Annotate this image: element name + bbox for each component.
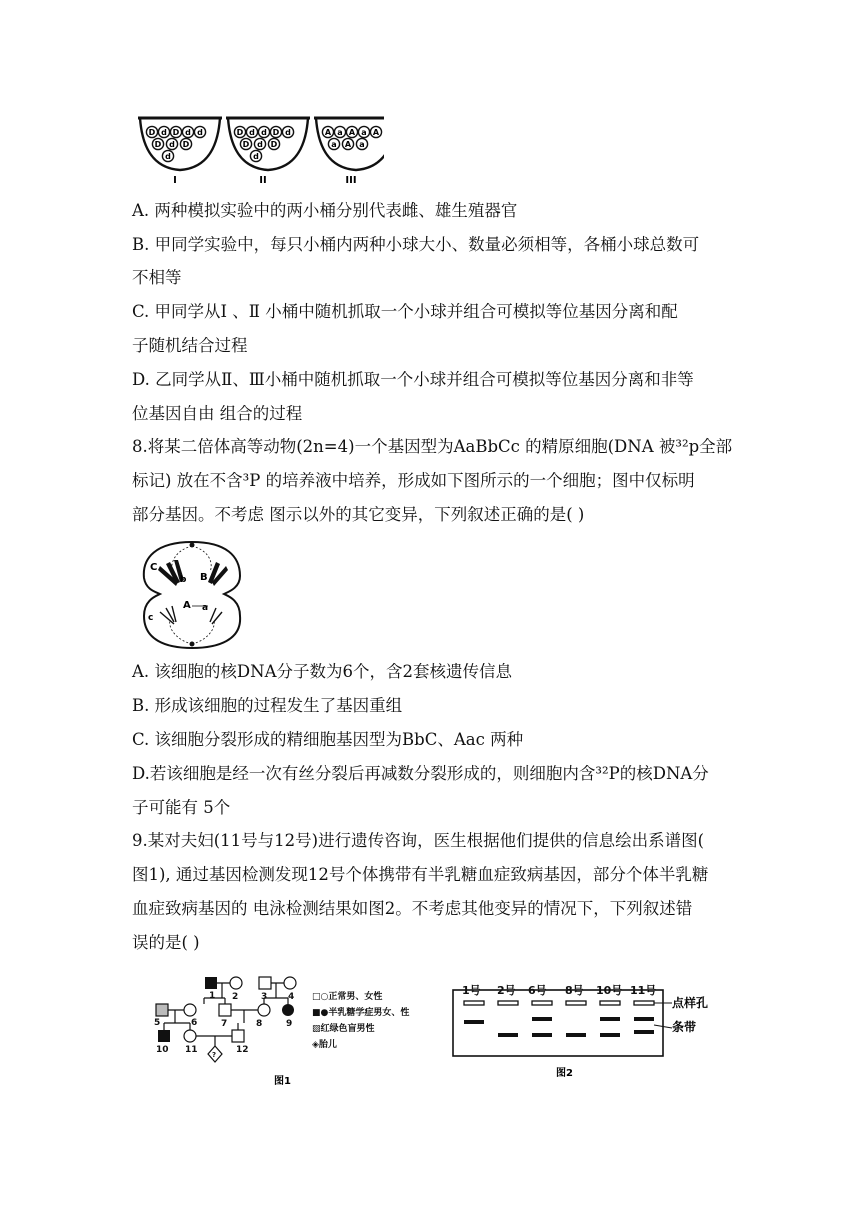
svg-text:11: 11 bbox=[185, 1045, 198, 1055]
q9-stem-line1: 9.某对夫妇(11号与12号)进行遗传咨询，医生根据他们提供的信息绘出系谱图( bbox=[132, 831, 705, 850]
chromosomes-bottom bbox=[160, 606, 222, 624]
bucket-ball-label: d bbox=[165, 152, 171, 162]
well-label: 点样孔 bbox=[672, 996, 709, 1010]
dividing-cell-figure bbox=[136, 536, 248, 652]
bucket-ball-label: D bbox=[242, 140, 250, 150]
bucket-label-2: II bbox=[259, 175, 267, 186]
lane-label-2: 2号 bbox=[497, 984, 516, 997]
legend-fetus: ◈胎儿 bbox=[312, 1040, 337, 1050]
svg-text:9: 9 bbox=[286, 1019, 293, 1029]
pedigree-individual-7 bbox=[219, 1004, 231, 1016]
q8-stem-line1: 8.将某二倍体高等动物(2n=4)一个基因型为AaBbCc 的精原细胞(DNA 被³²p全部 bbox=[132, 437, 733, 456]
bucket-ball-label: d bbox=[249, 128, 255, 138]
gene-label-A: A bbox=[183, 600, 191, 611]
svg-text:6: 6 bbox=[191, 1018, 198, 1028]
bucket-ball-label: d bbox=[161, 128, 167, 138]
svg-text:3: 3 bbox=[261, 992, 268, 1002]
bucket-ball-label: a bbox=[337, 128, 343, 138]
bucket-ball-label: D bbox=[270, 140, 278, 150]
pedigree-individual-2 bbox=[230, 977, 242, 989]
q7-option-a: A. 两种模拟实验中的两小桶分别代表雌、雄生殖器官 bbox=[132, 201, 518, 220]
bucket-ball-label: D bbox=[272, 128, 280, 138]
q8-stem-line2: 标记) 放在不含³P 的培养液中培养，形成如下图所示的一个细胞；图中仅标明 bbox=[132, 471, 695, 490]
pedigree-individual-4 bbox=[284, 977, 296, 989]
gene-label-B: B bbox=[200, 572, 208, 583]
gel-frame bbox=[453, 990, 663, 1056]
gene-label-C: C bbox=[150, 562, 158, 573]
pedigree-individual-11 bbox=[184, 1030, 196, 1042]
pedigree-individual-6 bbox=[184, 1004, 196, 1016]
bucket-ball-label: A bbox=[372, 128, 380, 138]
legend-galactosemia: ■●半乳糖学症男女、性 bbox=[312, 1008, 410, 1018]
q7-option-d-line1: D. 乙同学从Ⅱ、Ⅲ小桶中随机抓取一个小球并组合可模拟等位基因分离和非等 bbox=[132, 370, 694, 389]
bucket-ball-label: A bbox=[344, 140, 352, 150]
bucket-label-3: III bbox=[345, 175, 357, 186]
q7-option-b-line2: 不相等 bbox=[132, 268, 182, 287]
svg-text:12: 12 bbox=[236, 1045, 249, 1055]
bucket-ball-label: d bbox=[197, 128, 203, 138]
bucket-ball-label: d bbox=[185, 128, 191, 138]
q8-option-c: C. 该细胞分裂形成的精细胞基因型为BbC、Aac 两种 bbox=[132, 730, 524, 749]
q8-stem-line3: 部分基因。不考虑 图示以外的其它变异，下列叙述正确的是( ) bbox=[132, 505, 585, 524]
pedigree-figure bbox=[146, 968, 456, 1094]
bucket-label-1: I bbox=[173, 175, 177, 186]
figure2-caption: 图2 bbox=[556, 1068, 573, 1079]
bucket-ball-label: D bbox=[182, 140, 190, 150]
bucket-ball-label: a bbox=[359, 140, 365, 150]
legend-colorblind: ▨红绿色盲男性 bbox=[312, 1024, 375, 1034]
pedigree-individual-10 bbox=[158, 1030, 170, 1042]
svg-text:?: ? bbox=[212, 1051, 217, 1059]
svg-text:10: 10 bbox=[156, 1045, 169, 1055]
lane-label-10: 10号 bbox=[596, 984, 623, 997]
bucket-ball-label: D bbox=[236, 128, 244, 138]
pedigree-individual-9 bbox=[282, 1004, 294, 1016]
bucket-ball-label: D bbox=[172, 128, 180, 138]
q8-option-d-line2: 子可能有 5个 bbox=[132, 798, 231, 817]
gene-label-b: b bbox=[180, 575, 187, 585]
lane-label-8: 8号 bbox=[565, 984, 584, 997]
gene-label-a: a bbox=[202, 603, 209, 613]
pedigree-individual-5 bbox=[156, 1004, 168, 1016]
bucket-ball-label: d bbox=[257, 140, 263, 150]
svg-text:5: 5 bbox=[154, 1018, 161, 1028]
q9-stem-line2: 图1), 通过基因检测发现12号个体携带有半乳糖血症致病基因，部分个体半乳糖 bbox=[132, 865, 709, 884]
chromosomes-top bbox=[158, 560, 228, 586]
legend-normal: □○正常男、女性 bbox=[312, 992, 383, 1002]
svg-text:2: 2 bbox=[232, 992, 239, 1002]
gel-figure bbox=[450, 980, 736, 1080]
svg-text:7: 7 bbox=[221, 1019, 228, 1029]
q9-stem-line3: 血症致病基因的 电泳检测结果如图2。不考虑其他变异的情况下，下列叙述错 bbox=[132, 899, 693, 918]
gene-label-c: c bbox=[148, 613, 154, 623]
pedigree-individual-3 bbox=[259, 977, 271, 989]
bucket-ball-label: d bbox=[261, 128, 267, 138]
bucket-ball-label: D bbox=[154, 140, 162, 150]
svg-text:1: 1 bbox=[209, 991, 216, 1001]
centrosome-top bbox=[190, 543, 195, 548]
svg-text:8: 8 bbox=[256, 1019, 263, 1029]
bucket-ball-label: d bbox=[285, 128, 291, 138]
cell-membrane bbox=[144, 542, 240, 648]
bucket-ball-label: a bbox=[361, 128, 367, 138]
lane-label-1: 1号 bbox=[462, 984, 481, 997]
bucket-ball-label: d bbox=[169, 140, 175, 150]
bucket-ball-label: a bbox=[331, 140, 337, 150]
bucket-ball-label: D bbox=[148, 128, 156, 138]
figure1-caption: 图1 bbox=[274, 1076, 291, 1087]
svg-text:4: 4 bbox=[288, 992, 295, 1002]
q7-option-c-line1: C. 甲同学从Ⅰ 、Ⅱ 小桶中随机抓取一个小球并组合可模拟等位基因分离和配 bbox=[132, 302, 678, 321]
q8-option-d-line1: D.若该细胞是经一次有丝分裂后再减数分裂形成的，则细胞内含³²P的核DNA分 bbox=[132, 764, 709, 783]
bucket-ball-label: d bbox=[253, 152, 259, 162]
pedigree-individual-12 bbox=[232, 1030, 244, 1042]
lane-label-11: 11号 bbox=[630, 984, 657, 997]
q7-option-d-line2: 位基因自由 组合的过程 bbox=[132, 404, 303, 423]
q8-option-a: A. 该细胞的核DNA分子数为6个，含2套核遗传信息 bbox=[132, 662, 512, 681]
pedigree-individual-8 bbox=[258, 1004, 270, 1016]
bucket-ball-label: A bbox=[348, 128, 356, 138]
q7-option-c-line2: 子随机结合过程 bbox=[132, 336, 248, 355]
lane-label-6: 6号 bbox=[528, 984, 547, 997]
centrosome-bottom bbox=[190, 642, 195, 647]
q7-option-b-line1: B. 甲同学实验中，每只小桶内两种小球大小、数量必须相等，各桶小球总数可 bbox=[132, 235, 700, 254]
q8-option-b: B. 形成该细胞的过程发生了基因重组 bbox=[132, 696, 403, 715]
bucket-ball-label: A bbox=[324, 128, 332, 138]
pedigree-individual-1 bbox=[205, 977, 217, 989]
q9-stem-line4: 误的是( ) bbox=[132, 933, 200, 952]
buckets-figure bbox=[134, 108, 384, 188]
band-label: 条带 bbox=[672, 1020, 697, 1034]
